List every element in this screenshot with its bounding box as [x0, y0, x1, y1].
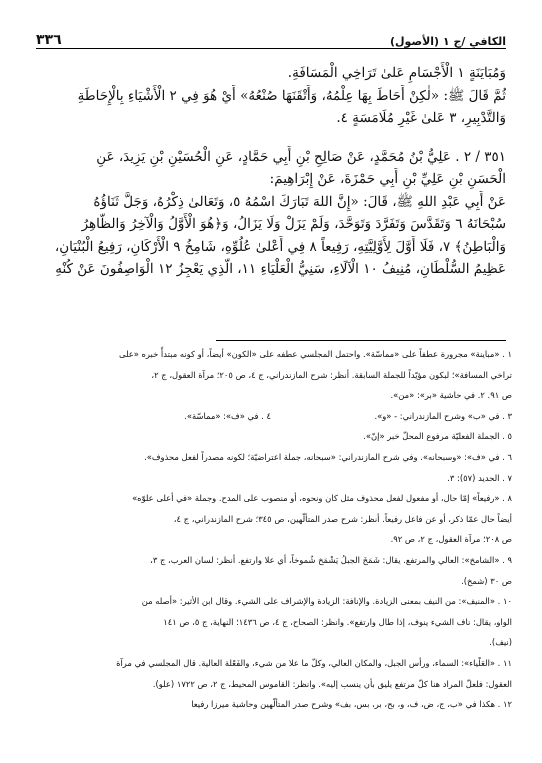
footnotes [30, 344, 512, 715]
footnote-line: ١٠ . «المنيف»: من النيف بمعنى الزيادة. والإنافة: الزيادة والإشراف على الشيء. وقال ابن الأثير: «أصله من [141, 596, 512, 607]
footnote-line: ص ٢٠٨؛ مرآة العقول، ج ٢، ص ٩٢. [390, 534, 512, 545]
text-line: وَالْبَاطِنُ﴾ ٧، فَلَا أَوَّلَ لِأَوَّلِيَّتِهِ، رَفِيعاً ٨ فِي أَعْلىٰ عُلُوِّهِ، شَامِخُ ٩ الْأَرْكَانِ، رَفِيعُ الْبُنْيَانِ، [54, 238, 506, 255]
running-title: الكافي /ج ١ (الأصول) [389, 35, 506, 48]
footnote-line: ٥ . الجملة الفعليّة مرفوع المحلّ خبر «إنّ». [363, 431, 512, 442]
footnote-line: ٨ . «رفيعاً» إمّا حال، أو مفعول لفعل محذوف مثل كان ونحوه، أو منصوب على المدح. وجملة «في أعلى علوّه» [132, 493, 512, 504]
text-line: عَنْ أَبِي عَبْدِ اللهِ ﷺ، قَالَ: «إِنَّ اللهَ تَبَارَكَ اسْمُهُ ٥، وَتَعَالىٰ ذِكْرُهُ، وَجَلَّ ثَنَاؤُهُ [93, 193, 506, 210]
footnote-line: ٤ . في «ف»: «مماسّة». [184, 410, 271, 421]
footnote-line: (نيف). [489, 637, 512, 648]
text-line: وَالتَّدْبِيرِ، ٣ عَلىٰ غَيْرِ مُلَامَسَةٍ ٤. [336, 110, 506, 126]
text-line: الْحَسَنِ بْنِ عَلِيِّ بْنِ أَبِي حَمْزَةَ، عَنْ إِبْرَاهِيمَ: [269, 171, 506, 187]
footnote-line: الواو، يقال: ناف الشيء ينوف، إذا طال وارتفع». وانظر: الصحاح، ج ٤، ص ١٤٣٦؛ النهاية، ج ٥، ص ١٤١ [163, 616, 512, 627]
page-number: ٣٣٦ [36, 32, 62, 48]
footnote-line: ١٢ . هكذا في «ب، ج، ض، ف، و، بح، بر، بس، بف» وشرح صدر المتألّهين وحاشية ميرزا رفيعا [191, 699, 512, 710]
footnote-separator [216, 340, 506, 341]
footnote-line: ٩ . «الشامخ»: العالي والمرتفع. يقال: شَمَخَ الجبلُ يَشْمَخ شُموخاً، أي علا وارتفع. أنظر: لسان العرب، ج ٣، [150, 554, 512, 565]
footnote-line: ص ٩١. ٢. في حاشية «بر»: «من». [390, 390, 512, 401]
footnote-line: ١١ . «العَلْياء»: السماء، ورأس الجبل، والمكان العالي، وكلّ ما علا من شيء، والفَعْلة العالية. قال المجلسي في مرآة [116, 657, 512, 668]
hadith-number-line: ٣٥١ / ٢ . عَلِيُّ بْنُ مُحَمَّدٍ، عَنْ صَالِحِ بْنِ أَبِي حَمَّادٍ، عَنِ الْحُسَيْنِ بْنِ يَزِيدَ، عَنِ [96, 148, 506, 165]
text-line: سُبْحَانَهُ ٦ وَتَقَدَّسَ وَتَفَرَّدَ وَتَوَحَّدَ، وَلَمْ يَزَلْ وَلَا يَزَالُ، وَ﴿هُوَ الْأَوَّلُ وَالْآخِرُ وَالظَّاهِرُ [81, 216, 506, 232]
footnote-line: ص ٣٠ (شمخ). [461, 575, 512, 586]
text-line: عَظِيمُ السُّلْطَانِ، مُنِيفُ ١٠ الْآلَاءِ، سَنِيُّ الْعَلْيَاءِ ١١، الَّذِي يَعْجِزُ ١٢ الْوَاصِفُونَ عَنْ كُنْهِ [55, 261, 506, 277]
text-line: ثُمَّ قَالَ ﷺ: «لٰكِنْ أَحَاطَ بِهَا عِلْمُهُ، وَأَتْقَنَهَا صُنْعُهُ» أَيْ هُوَ فِي ٢ الْأَشْيَاءِ بِالْإِحَاطَةِ [77, 87, 506, 104]
text-line: وَمُبَايَنَةٍ ١ الْأَجْسَامِ عَلىٰ تَرَاخِي الْمَسَافَةِ. [287, 65, 506, 81]
footnote-line: العقول: فلعلّ المراد هنا كلّ مرتفع يليق بأن ينسب إليه». وانظر: القاموس المحيط، ج ٢، ص ١٧٢٢ (علو). [152, 678, 512, 689]
footnote-line: تراخي المسافة»؛ لبكون مؤيّداً للجملة السابقة. أنظر: شرح المازندراني، ج ٤، ص ٢٠٥؛ مرآة العقول، ج ٢، [151, 369, 512, 380]
footnote-line: ٧ . الحديد (٥٧): ٣. [447, 472, 512, 483]
footnote-pair [30, 406, 512, 427]
footnote-line: ١ . «مباينة» مجرورة عطفاً على «مماسّة». واحتمل المجلسي عطفه على «الكون» أيضاً، أو كونه مبتدأً خبره «على [119, 349, 512, 359]
page-header [36, 28, 506, 49]
footnote-line: ٦ . في «ف»: «وسبحانه». وفي شرح المازندراني: «سبحانه، جملة اعتراضيّة؛ لكونه مصدراً لفعل محذوف». [144, 451, 512, 462]
footnote-line: أيضاً حال عمّا ذكر، أو عن فاعل رفيعاً. أنظر: شرح صدر المتألّهين، ص ٣٤٥؛ شرح المازندراني، ج ٤، [173, 513, 512, 524]
main-text [36, 62, 506, 281]
footnote-line: ٣ . في «ب» وشرح المازندراني: - «و». [374, 410, 512, 421]
